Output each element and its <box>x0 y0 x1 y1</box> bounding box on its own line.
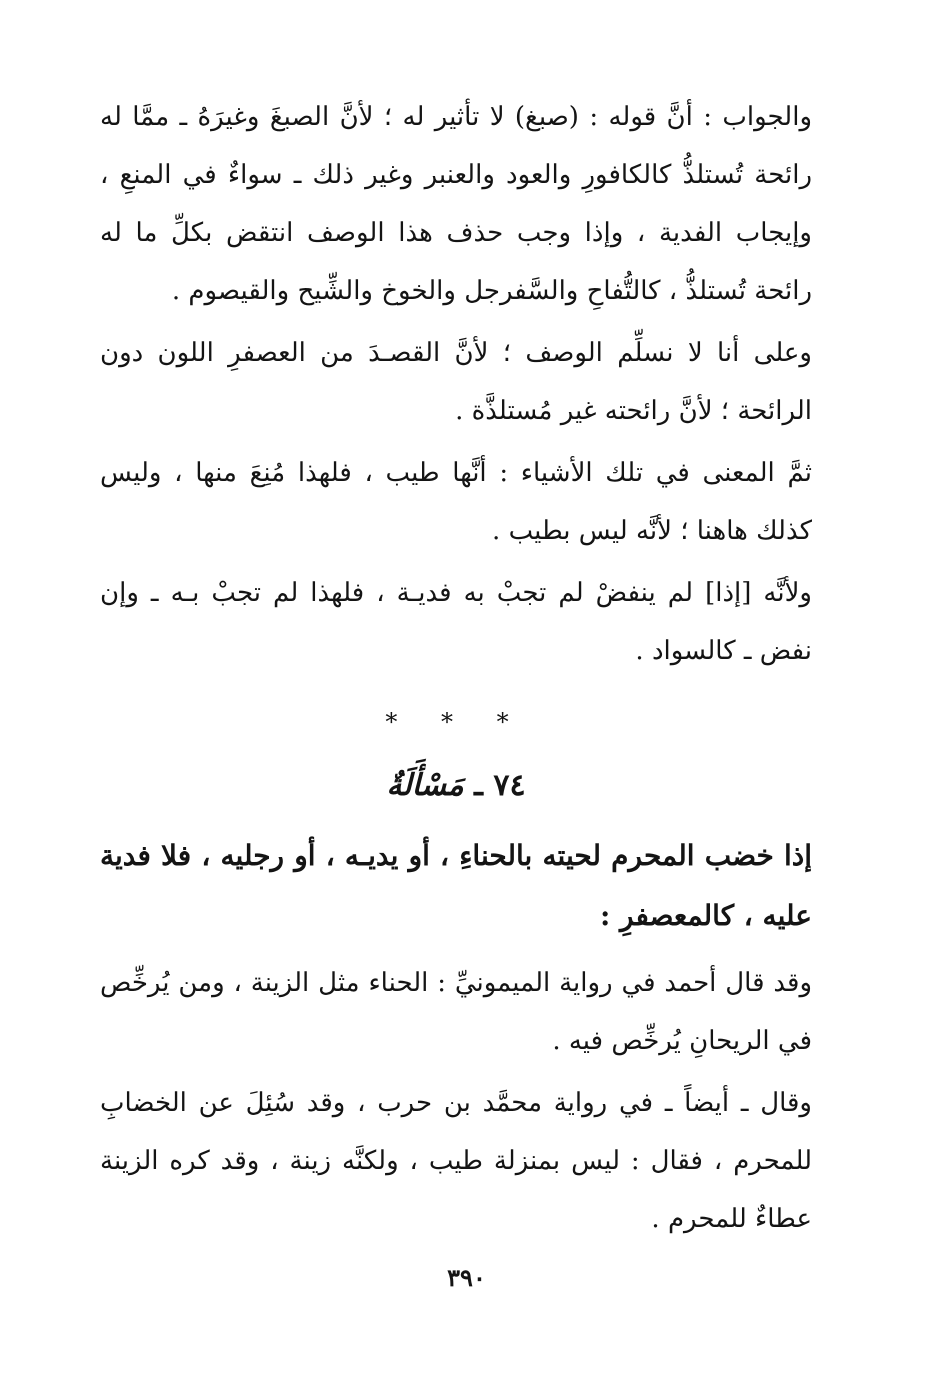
paragraph-ahmad-harb: وقال ـ أيضاً ـ في رواية محمَّد بن حرب ، وقد سُئِلَ عن الخضابِ للمحرم ، فقال : ليس بمنزلة طيب ، ولكنَّه زينة ، وقد كره الزينة عطاءٌ للمحرم . <box>100 1088 812 1234</box>
paragraph-meaning: ثمَّ المعنى في تلك الأشياء : أنَّها طيب ، فلهذا مُنِعَ منها ، وليس كذلك هاهنا ؛ لأنَّه ليس بطيب . <box>100 458 812 546</box>
section-heading <box>100 756 812 816</box>
paragraph-answer: والجواب : أنَّ قوله : (صبغ) لا تأثير له ؛ لأنَّ الصبغَ وغيرَهُ ـ ممَّا له رائحة تُستلذُّ كالكافورِ والعود والعنبر وغير ذلك ـ سواءٌ في المنعِ ، وإيجاب الفدية ، وإذا وجب حذف هذا الوصف انتقض بكلِّ ما له رائحة تُستلذُّ ، كالتُّفاحِ والسَّفرجل والخوخ والشِّيح والقيصوم . <box>100 102 812 306</box>
page-body <box>100 88 812 1252</box>
section-number: ٧٤ ـ <box>474 768 526 803</box>
section-title: مَسْأَلَةٌ <box>386 768 464 803</box>
paragraph-ahmad-maymuni: وقد قال أحمد في رواية الميمونيِّ : الحناء مثل الزينة ، ومن يُرخِّص في الريحانِ يُرخِّص فيه . <box>100 968 812 1056</box>
paragraph-dye: ولأنَّه [إذا] لم ينفضْ لم تجبْ به فديـة ، فلهذا لم تجبْ بـه ـ وإن نفض ـ كالسواد . <box>100 578 812 666</box>
section-statement: إذا خضب المحرم لحيته بالحناءِ ، أو يديـه ، أو رجليه ، فلا فدية عليه ، كالمعصفرِ : <box>100 839 812 932</box>
section-separator: * * * <box>385 708 527 736</box>
page-number: ٣٩٠ <box>447 1263 486 1292</box>
paragraph-color-intent: وعلى أنا لا نسلِّم الوصف ؛ لأنَّ القصـدَ من العصفرِ اللون دون الرائحة ؛ لأنَّ رائحته غير مُستلذَّة . <box>100 338 812 426</box>
